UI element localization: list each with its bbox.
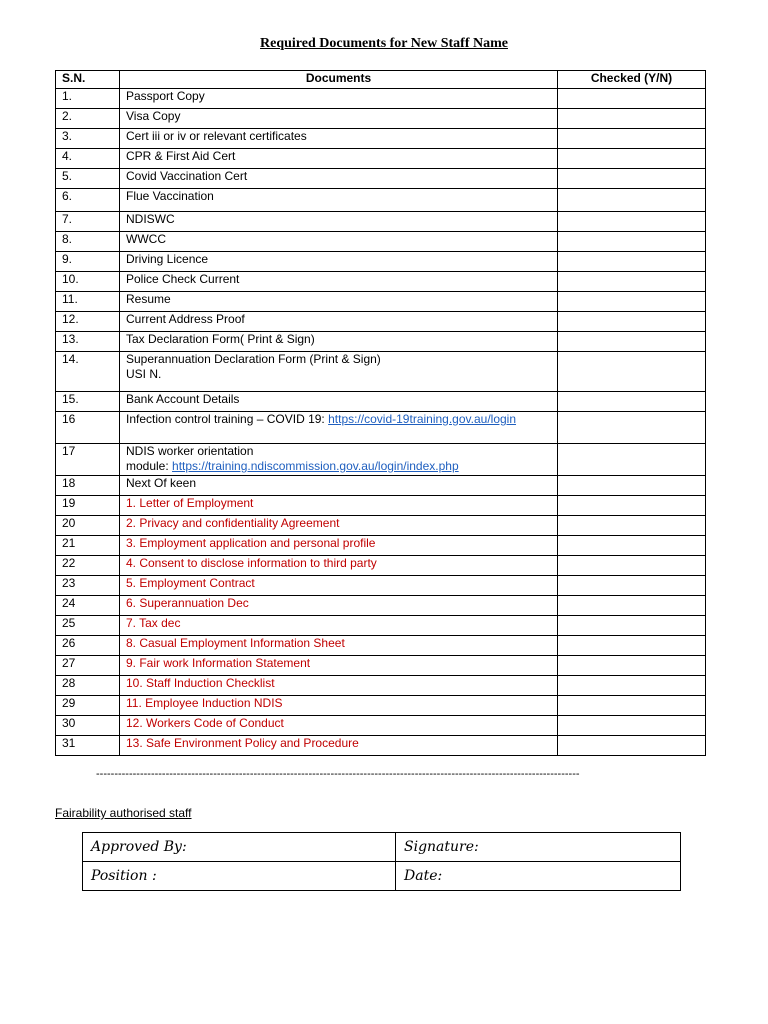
row-number: 28 (56, 676, 120, 696)
document-label: 8. Casual Employment Information Sheet (126, 636, 345, 650)
checked-cell[interactable] (558, 129, 706, 149)
checked-cell[interactable] (558, 252, 706, 272)
document-label: Next Of keen (126, 476, 197, 490)
checked-cell[interactable] (558, 476, 706, 496)
table-row (56, 252, 706, 272)
document-name (120, 412, 558, 444)
document-name (120, 352, 558, 392)
checked-cell[interactable] (558, 292, 706, 312)
document-name (120, 189, 558, 212)
table-row (56, 716, 706, 736)
document-label: Police Check Current (126, 272, 240, 286)
document-label: NDIS worker orientation (126, 444, 254, 458)
checked-cell[interactable] (558, 412, 706, 444)
table-header-row (56, 71, 706, 89)
separator-line: ------------------------------------------------------------------------------------------------------------------------------------ (96, 768, 580, 780)
checked-cell[interactable] (558, 444, 706, 476)
table-row (56, 149, 706, 169)
checked-cell[interactable] (558, 352, 706, 392)
table-row (56, 516, 706, 536)
document-name (120, 312, 558, 332)
row-number: 24 (56, 596, 120, 616)
checked-cell[interactable] (558, 576, 706, 596)
row-number: 18 (56, 476, 120, 496)
checked-cell[interactable] (558, 392, 706, 412)
table-row (56, 476, 706, 496)
table-row (56, 232, 706, 252)
row-number: 23 (56, 576, 120, 596)
checked-cell[interactable] (558, 736, 706, 756)
table-row (56, 676, 706, 696)
row-number: 5. (56, 169, 120, 189)
table-row (56, 352, 706, 392)
checked-cell[interactable] (558, 536, 706, 556)
table-row (56, 332, 706, 352)
document-label: Driving Licence (126, 252, 209, 266)
checked-cell[interactable] (558, 89, 706, 109)
document-name (120, 129, 558, 149)
document-name (120, 272, 558, 292)
checked-cell[interactable] (558, 232, 706, 252)
document-label-line2: module: (126, 459, 173, 473)
checked-cell[interactable] (558, 696, 706, 716)
document-link[interactable]: https://training.ndiscommission.gov.au/login/index.php (172, 459, 459, 473)
signoff-row (83, 833, 681, 862)
table-row (56, 189, 706, 212)
row-number: 4. (56, 149, 120, 169)
approved-by-field[interactable]: Approved By: (83, 833, 396, 862)
checked-cell[interactable] (558, 169, 706, 189)
document-label: NDISWC (126, 212, 175, 226)
checked-cell[interactable] (558, 656, 706, 676)
row-number: 14. (56, 352, 120, 392)
document-label: 9. Fair work Information Statement (126, 656, 311, 670)
table-row (56, 212, 706, 232)
document-label-line2: USI N. (126, 367, 162, 381)
table-row (56, 656, 706, 676)
document-name (120, 292, 558, 312)
signature-field[interactable]: Signature: (396, 833, 681, 862)
checked-cell[interactable] (558, 636, 706, 656)
table-row (56, 129, 706, 149)
row-number: 12. (56, 312, 120, 332)
document-label: 13. Safe Environment Policy and Procedure (126, 736, 359, 750)
row-number: 10. (56, 272, 120, 292)
document-name (120, 392, 558, 412)
document-name (120, 109, 558, 129)
checked-cell[interactable] (558, 596, 706, 616)
document-name (120, 496, 558, 516)
document-label: Visa Copy (126, 109, 181, 123)
checked-cell[interactable] (558, 149, 706, 169)
checked-cell[interactable] (558, 109, 706, 129)
document-label: 4. Consent to disclose information to third party (126, 556, 377, 570)
table-row (56, 412, 706, 444)
document-name (120, 232, 558, 252)
row-number: 2. (56, 109, 120, 129)
date-field[interactable]: Date: (396, 862, 681, 891)
document-label: 11. Employee Induction NDIS (126, 696, 283, 710)
checked-cell[interactable] (558, 212, 706, 232)
document-link[interactable]: https://covid-19training.gov.au/login (328, 412, 517, 426)
row-number: 7. (56, 212, 120, 232)
row-number: 13. (56, 332, 120, 352)
document-label: Infection control training – COVID 19: (126, 412, 329, 426)
row-number: 20 (56, 516, 120, 536)
document-name (120, 556, 558, 576)
document-label: 6. Superannuation Dec (126, 596, 249, 610)
signoff-row (83, 862, 681, 891)
document-label: WWCC (126, 232, 166, 246)
document-title: Required Documents for New Staff Name (260, 36, 508, 51)
table-row (56, 392, 706, 412)
document-label: CPR & First Aid Cert (126, 149, 236, 163)
document-label: 7. Tax dec (126, 616, 181, 630)
signoff-table (82, 832, 681, 891)
table-row (56, 109, 706, 129)
row-number: 22 (56, 556, 120, 576)
checked-cell[interactable] (558, 676, 706, 696)
document-name (120, 444, 558, 476)
authorised-staff-heading: Fairability authorised staff (55, 806, 192, 820)
document-name (120, 616, 558, 636)
checked-cell[interactable] (558, 616, 706, 636)
table-row (56, 444, 706, 476)
document-label: Covid Vaccination Cert (126, 169, 248, 183)
document-label: 3. Employment application and personal profile (126, 536, 376, 550)
table-row (56, 536, 706, 556)
row-number: 6. (56, 189, 120, 212)
document-label: Passport Copy (126, 89, 205, 103)
document-name (120, 332, 558, 352)
document-label: Resume (126, 292, 171, 306)
document-name (120, 516, 558, 536)
table-row (56, 292, 706, 312)
document-label: 1. Letter of Employment (126, 496, 254, 510)
row-number: 16 (56, 412, 120, 444)
header-checked: Checked (Y/N) (558, 71, 706, 89)
documents-table (55, 70, 706, 756)
table-row (56, 496, 706, 516)
row-number: 25 (56, 616, 120, 636)
row-number: 27 (56, 656, 120, 676)
row-number: 1. (56, 89, 120, 109)
checked-cell[interactable] (558, 496, 706, 516)
table-row (56, 576, 706, 596)
row-number: 30 (56, 716, 120, 736)
document-name (120, 536, 558, 556)
table-row (56, 616, 706, 636)
header-sn: S.N. (56, 71, 120, 89)
row-number: 26 (56, 636, 120, 656)
document-name (120, 636, 558, 656)
document-label: Superannuation Declaration Form (Print & Sign) (126, 352, 381, 366)
document-label: Tax Declaration Form( Print & Sign) (126, 332, 315, 346)
row-number: 8. (56, 232, 120, 252)
header-documents: Documents (120, 71, 558, 89)
document-name (120, 169, 558, 189)
table-row (56, 169, 706, 189)
row-number: 19 (56, 496, 120, 516)
document-label: Current Address Proof (126, 312, 245, 326)
table-row (56, 89, 706, 109)
row-number: 29 (56, 696, 120, 716)
checked-cell[interactable] (558, 189, 706, 212)
document-label: Bank Account Details (126, 392, 240, 406)
table-row (56, 596, 706, 616)
document-name (120, 656, 558, 676)
row-number: 15. (56, 392, 120, 412)
row-number: 11. (56, 292, 120, 312)
row-number: 3. (56, 129, 120, 149)
document-label: Cert iii or iv or relevant certificates (126, 129, 307, 143)
table-row (56, 312, 706, 332)
checked-cell[interactable] (558, 272, 706, 292)
position-field[interactable]: Position : (83, 862, 396, 891)
document-label: 5. Employment Contract (126, 576, 255, 590)
document-label: 2. Privacy and confidentiality Agreement (126, 516, 340, 530)
checked-cell[interactable] (558, 312, 706, 332)
row-number: 9. (56, 252, 120, 272)
document-name (120, 212, 558, 232)
checked-cell[interactable] (558, 516, 706, 536)
document-name (120, 736, 558, 756)
document-name (120, 676, 558, 696)
document-name (120, 476, 558, 496)
table-row (56, 556, 706, 576)
document-name (120, 596, 558, 616)
row-number: 31 (56, 736, 120, 756)
checked-cell[interactable] (558, 556, 706, 576)
table-row (56, 736, 706, 756)
document-name (120, 696, 558, 716)
table-row (56, 272, 706, 292)
document-name (120, 149, 558, 169)
document-label: 12. Workers Code of Conduct (126, 716, 284, 730)
checked-cell[interactable] (558, 716, 706, 736)
document-name (120, 576, 558, 596)
row-number: 21 (56, 536, 120, 556)
document-label: Flue Vaccination (126, 189, 214, 203)
document-name (120, 716, 558, 736)
table-row (56, 696, 706, 716)
document-label: 10. Staff Induction Checklist (126, 676, 275, 690)
document-name (120, 89, 558, 109)
checked-cell[interactable] (558, 332, 706, 352)
document-name (120, 252, 558, 272)
table-row (56, 636, 706, 656)
row-number: 17 (56, 444, 120, 476)
